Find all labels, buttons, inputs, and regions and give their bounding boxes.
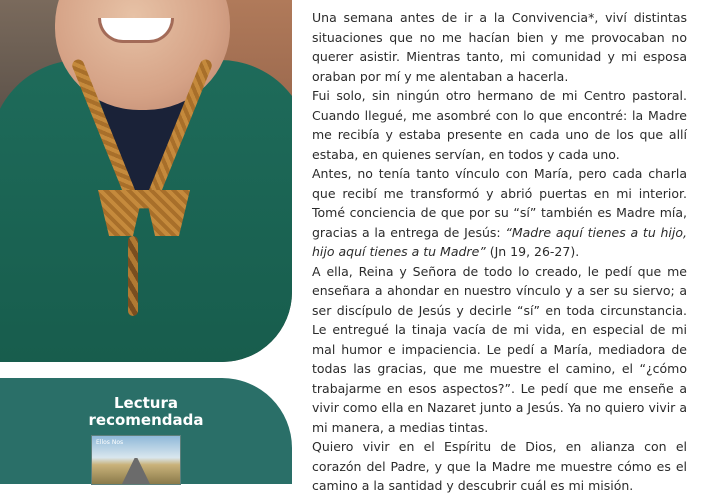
cord-tail (128, 236, 138, 316)
bible-reference: (Jn 19, 26-27). (485, 244, 580, 259)
book-cover-title: Ellos Nos (96, 439, 124, 446)
recommended-reading-title (0, 395, 292, 429)
author-photo (0, 0, 292, 362)
paragraph-3 (312, 164, 687, 262)
reading-title-line1: Lectura (114, 394, 178, 412)
paragraph-3-text: Antes, no tenía tanto vínculo con María, pero cada charla que recibí me transformó y abrió puertas en mi interior. Tomé conciencia de que por su “sí” también es Madre mía, gracias a la entrega de Jesús: (312, 166, 687, 240)
bible-quote: “Madre aquí tienes a tu hijo, hijo aquí tienes a tu Madre” (312, 224, 687, 259)
reading-title-line2: recomendada (88, 411, 204, 429)
paragraph-4: A ella, Reina y Señora de todo lo creado, le pedí que me enseñara a ahondar en nuestro vínculo y a ser su siervo; a ser discípulo de Jesús y decirle “sí” en toda circunstancia. Le entregué la tinaja vacía de mi vida, en especial de mi mal humor e impaciencia. Le pedí a María, mediadora de todas las gracias, que me muestre el camino, el “¿cómo trabajarme en esos aspectos?”. Le pedí que me enseñe a vivir como ella en Nazaret junto a Jesús. Ya no quiero vivir a mi manera, a medias tintas. (312, 263, 687, 435)
paragraph-2: Fui solo, sin ningún otro hermano de mi Centro pastoral. Cuando llegué, me asombré con lo que encontré: la Madre me recibía y estaba presente en cada uno de los que allí estaba, en quienes servían, en todos y cada uno. (312, 88, 687, 162)
paragraph-1: Una semana antes de ir a la Convivencia*, viví distintas situaciones que no me hacían bien y me provocaban no querer asistir. Mientras tanto, mi comunidad y mi esposa oraban por mí y me alentaban a hacerla. (312, 10, 687, 84)
paragraph-5: Quiero vivir en el Espíritu de Dios, en alianza con el corazón del Padre, y que la Madre me muestre cómo es el camino a la santidad y descubrir cuál es mi misión. (312, 439, 687, 493)
book-cover[interactable] (92, 436, 180, 484)
road-image (122, 458, 150, 484)
article-body (312, 8, 687, 496)
